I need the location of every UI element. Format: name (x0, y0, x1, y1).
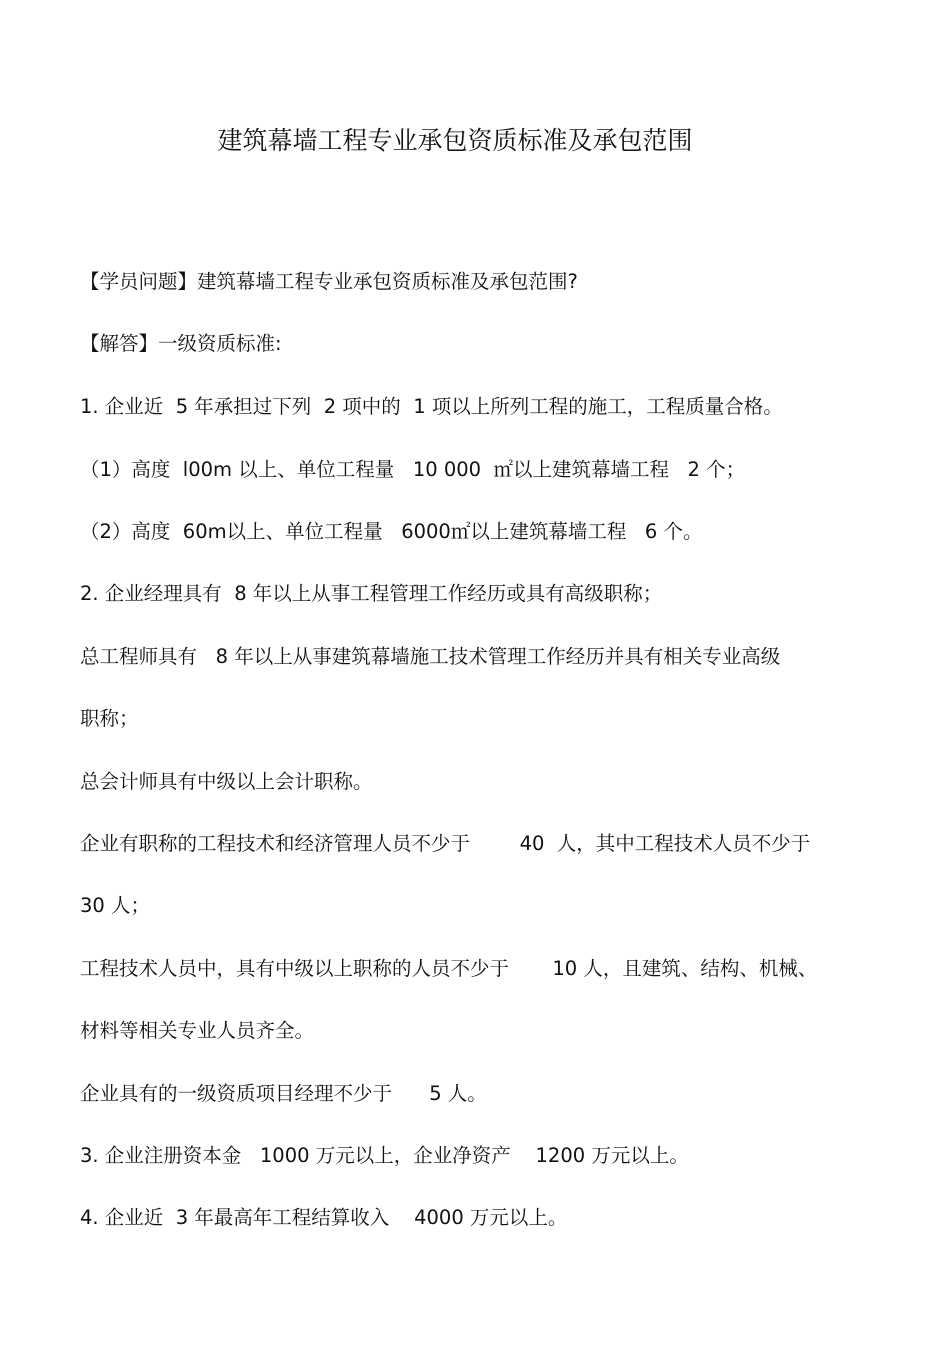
chief-accountant-line: 总会计师具有中级以上会计职称。 (80, 770, 373, 793)
document-title: 建筑幕墙工程专业承包资质标准及承包范围 (217, 126, 693, 155)
requirement-1-item-1: （1）高度 l00m 以上、单位工程量 10 000 ㎡以上建筑幕墙工程 2 个； (80, 458, 746, 481)
technical-staff-line-cont: 材料等相关专业人员齐全。 (80, 1019, 315, 1042)
requirement-3-line: 3. 企业注册资本金 1000 万元以上，企业净资产 1200 万元以上。 (80, 1144, 689, 1167)
technical-staff-line: 工程技术人员中，具有中级以上职称的人员不少于 10 人，且建筑、结构、机械、 (80, 957, 818, 980)
staff-count-line-cont: 30 人； (80, 894, 151, 917)
project-manager-line: 企业具有的一级资质项目经理不少于 5 人。 (80, 1082, 487, 1105)
chief-engineer-line: 总工程师具有 8 年以上从事建筑幕墙施工技术管理工作经历并具有相关专业高级 (80, 645, 781, 668)
student-question-line: 【学员问题】建筑幕墙工程专业承包资质标准及承包范围? (80, 270, 578, 293)
requirement-1-item-2: （2）高度 60m以上、单位工程量 6000㎡以上建筑幕墙工程 6 个。 (80, 520, 703, 543)
staff-count-line: 企业有职称的工程技术和经济管理人员不少于 40 人，其中工程技术人员不少于 (80, 832, 811, 855)
chief-engineer-line-cont: 职称； (80, 707, 139, 730)
answer-heading-line: 【解答】一级资质标准: (80, 332, 282, 355)
requirement-4-line: 4. 企业近 3 年最高年工程结算收入 4000 万元以上。 (80, 1206, 568, 1229)
requirement-1-line: 1. 企业近 5 年承担过下列 2 项中的 1 项以上所列工程的施工，工程质量合格。 (80, 395, 783, 418)
requirement-2-line: 2. 企业经理具有 8 年以上从事工程管理工作经历或具有高级职称； (80, 582, 663, 605)
